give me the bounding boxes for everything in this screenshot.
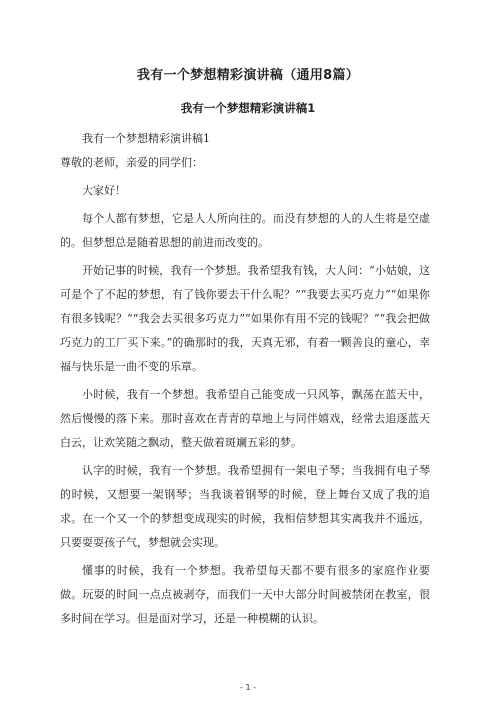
paragraph: 大家好！ — [82, 184, 126, 197]
section-title: 我有一个梦想精彩演讲稿1 — [180, 101, 316, 115]
paragraph: 每个人都有梦想，它是人人所向往的。而没有梦想的人的人生将是空虚的。但梦想总是随着思想的前进而改变的。 — [60, 212, 430, 249]
paragraph: 开始记事的时候，我有一个梦想。我希望我有钱，大人问：“小姑娘，这可是个了不起的梦想，有了钱你要去干什么呢？”“我要去买巧克力”“如果你有很多钱呢？”“我会去买很多巧克力”“如果你有用不完的钱呢？”“我会把做巧克力的工厂买下来。”的确那时的我，天真无邪，有着一颗善良的童心，幸福与快乐是一曲不变的乐章。 — [60, 264, 430, 373]
paragraph: 懂事的时候，我有一个梦想。我希望每天都不要有很多的家庭作业要做。玩耍的时间一点点被剥夺，而我们一天中大部分时间被禁闭在教室，很多时间在学习。但是面对学习，还是一种模糊的认识。 — [60, 564, 430, 625]
document-title: 我有一个梦想精彩演讲稿（通用8篇） — [136, 68, 360, 83]
document-body — [60, 127, 430, 631]
paragraph: 小时候，我有一个梦想。我希望自己能变成一只风筝，飘荡在蓝天中，然后慢慢的落下来。那时喜欢在青青的草地上与同伴嬉戏，经常去追逐蓝天白云，让欢笑随之飘动，整天做着斑斓五彩的梦。 — [60, 388, 430, 449]
paragraph: 我有一个梦想精彩演讲稿1 — [82, 132, 210, 145]
paragraph: 认字的时候，我有一个梦想。我希望拥有一架电子琴；当我拥有电子琴的时候，又想要一架钢琴；当我谈着钢琴的时候，登上舞台又成了我的追求。在一个又一个的梦想变成现实的时候，我相信梦想其实离我并不遥远，只要耍耍孩子气，梦想就会实现。 — [60, 464, 430, 549]
paragraph: 尊敬的老师，亲爱的同学们： — [60, 156, 203, 169]
page-number: - 1 - — [240, 683, 256, 692]
